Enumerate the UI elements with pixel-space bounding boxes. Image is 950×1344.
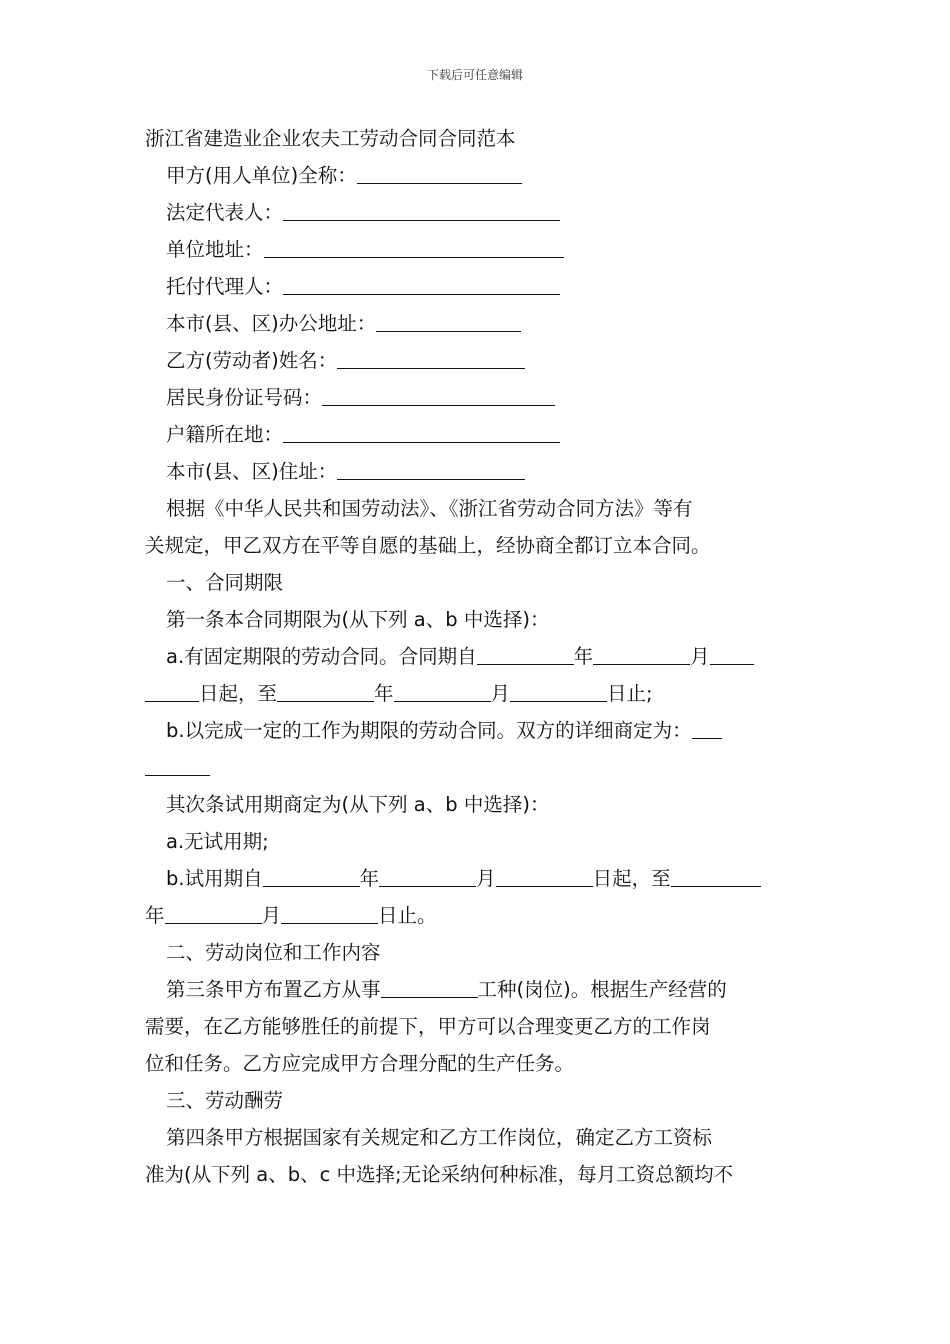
contract-document <box>145 120 807 1193</box>
field-label: 户籍所在地： <box>166 423 284 446</box>
text-run: a.有固定期限的劳动合同。合同期自 <box>166 645 477 668</box>
article-4-line: 准为(从下列 a、b、c 中选择;无论采纳何种标准，每月工资总额均不 <box>145 1163 734 1186</box>
field-household <box>145 416 807 453</box>
text-run: 日起，至 <box>592 867 671 890</box>
field-local-address <box>145 453 807 490</box>
field-party-b <box>145 342 807 379</box>
field-legal-rep <box>145 194 807 231</box>
text-run: b.试用期自 <box>166 867 263 890</box>
section-title: 一、合同期限 <box>166 571 284 594</box>
fill-blank[interactable] <box>145 681 199 702</box>
text-run: 月 <box>490 682 511 705</box>
fill-blank[interactable] <box>277 681 374 702</box>
article-2a: a.无试用期; <box>166 830 269 853</box>
fill-blank[interactable] <box>381 977 478 998</box>
article-4-line: 第四条甲方根据国家有关规定和乙方工作岗位，确定乙方工资标 <box>166 1126 713 1149</box>
fill-blank[interactable] <box>394 681 491 702</box>
fill-blank[interactable] <box>145 755 210 776</box>
article-3-line: 需要，在乙方能够胜任的前提下，甲方可以合理变更乙方的工作岗 <box>145 1015 711 1038</box>
fill-blank[interactable] <box>593 644 690 665</box>
text-run: 月 <box>476 867 496 890</box>
fill-blank[interactable] <box>510 681 607 702</box>
article-1b-line <box>145 712 807 749</box>
text-run: 年 <box>145 904 165 927</box>
fill-blank[interactable] <box>165 903 262 924</box>
fill-blank[interactable] <box>283 274 560 295</box>
article-2b-line <box>145 897 807 934</box>
fill-blank[interactable] <box>283 422 560 443</box>
article-2: 其次条试用期商定为(从下列 a、b 中选择)： <box>166 793 550 816</box>
fill-blank[interactable] <box>322 385 555 406</box>
fill-blank[interactable] <box>264 237 564 258</box>
article-1: 第一条本合同期限为(从下列 a、b 中选择)： <box>166 608 550 631</box>
fill-blank[interactable] <box>710 644 754 665</box>
field-label: 托付代理人： <box>166 275 284 298</box>
field-local-office <box>145 305 807 342</box>
intro-line: 关规定，甲乙双方在平等自愿的基础上，经协商全都订立本合同。 <box>145 534 711 557</box>
fill-blank[interactable] <box>337 348 525 369</box>
fill-blank[interactable] <box>477 644 574 665</box>
field-label: 本市(县、区)住址： <box>166 460 338 483</box>
article-3-line <box>145 971 807 1008</box>
article-1a-line <box>145 638 807 675</box>
section-title: 三、劳动酬劳 <box>166 1089 284 1112</box>
text-run: 日起，至 <box>199 682 278 705</box>
text-run: 年 <box>374 682 394 705</box>
field-party-a <box>145 157 807 194</box>
text-run: 工种(岗位)。根据生产经营的 <box>477 978 727 1001</box>
field-label: 法定代表人： <box>166 201 284 224</box>
field-agent <box>145 268 807 305</box>
fill-blank[interactable] <box>671 866 761 887</box>
section-title: 二、劳动岗位和工作内容 <box>166 941 381 964</box>
fill-blank[interactable] <box>357 163 522 184</box>
text-run: 年 <box>359 867 380 890</box>
text-run: 日止。 <box>378 904 437 927</box>
fill-blank[interactable] <box>263 866 360 887</box>
field-label: 乙方(劳动者)姓名： <box>166 349 338 372</box>
text-run: 日止; <box>607 682 653 705</box>
field-label: 单位地址： <box>166 238 264 261</box>
fill-blank[interactable] <box>692 718 722 739</box>
article-1b-line <box>145 749 807 786</box>
field-label: 居民身份证号码： <box>166 386 323 409</box>
article-2b-line <box>145 860 807 897</box>
field-label: 本市(县、区)办公地址： <box>166 312 377 335</box>
field-unit-address <box>145 231 807 268</box>
fill-blank[interactable] <box>281 903 378 924</box>
document-title: 浙江省建造业企业农夫工劳动合同合同范本 <box>145 127 516 150</box>
text-run: 第三条甲方布置乙方从事 <box>166 978 381 1001</box>
article-1a-line <box>145 675 807 712</box>
text-run: 月 <box>261 904 282 927</box>
fill-blank[interactable] <box>337 459 525 480</box>
fill-blank[interactable] <box>379 866 476 887</box>
field-label: 甲方(用人单位)全称： <box>166 164 357 187</box>
intro-line: 根据《中华人民共和国劳动法》、《浙江省劳动合同方法》等有 <box>166 497 693 520</box>
fill-blank[interactable] <box>376 311 521 332</box>
text-run: 年 <box>573 645 594 668</box>
page-header-note: 下载后可任意编辑 <box>426 68 523 82</box>
text-run: 月 <box>690 645 710 668</box>
article-3-line: 位和任务。乙方应完成甲方合理分配的生产任务。 <box>145 1052 575 1075</box>
fill-blank[interactable] <box>283 200 560 221</box>
fill-blank[interactable] <box>496 866 593 887</box>
field-id-number <box>145 379 807 416</box>
text-run: b.以完成一定的工作为期限的劳动合同。双方的详细商定为： <box>166 719 692 742</box>
